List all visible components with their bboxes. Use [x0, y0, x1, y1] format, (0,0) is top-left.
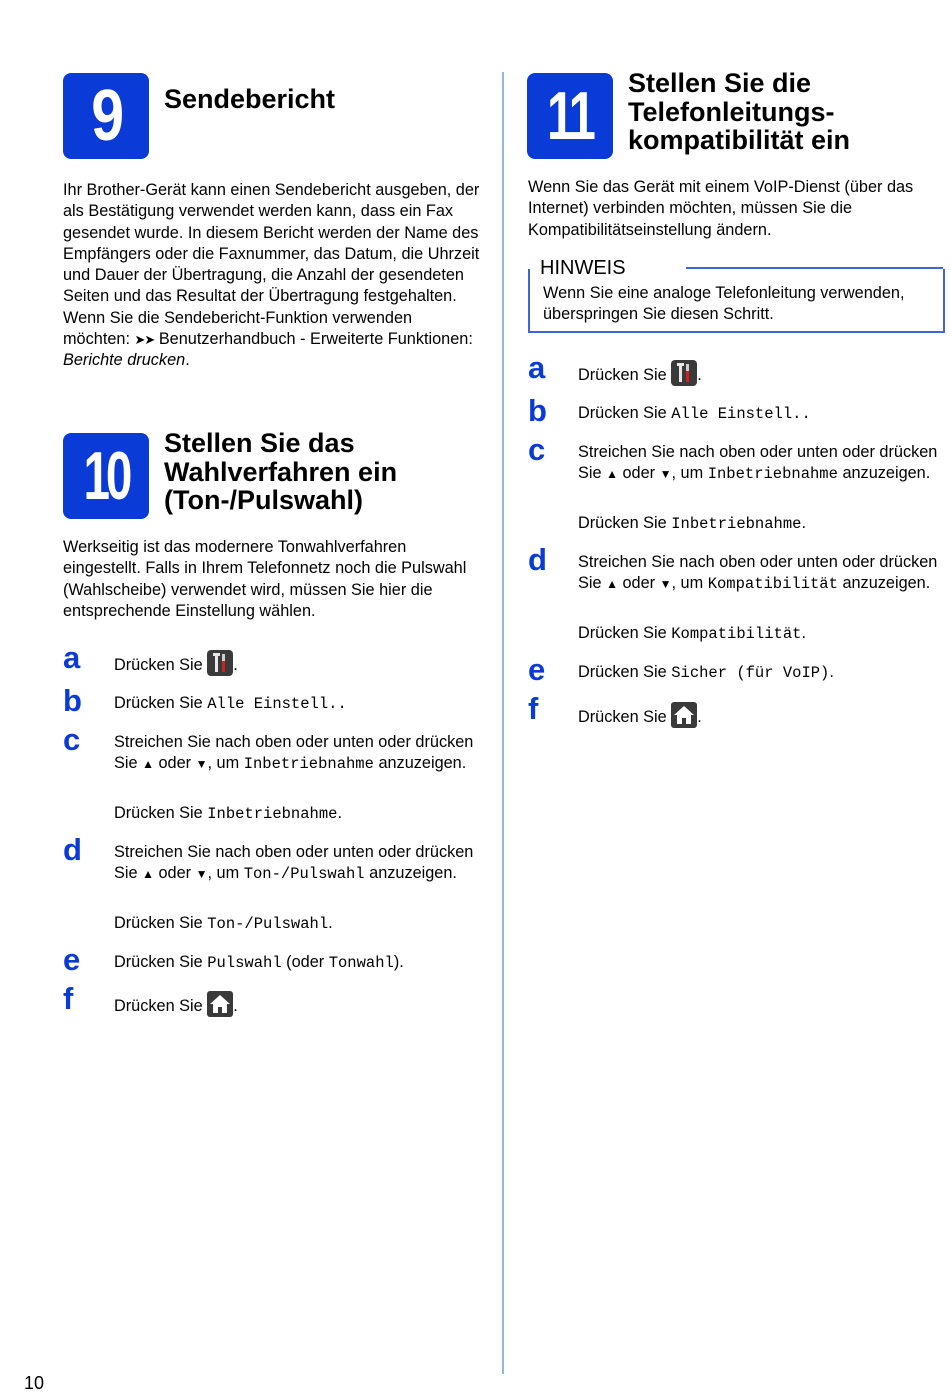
step-11-d-letter: d — [528, 542, 547, 577]
step-11-e-text — [578, 662, 943, 684]
step-10-f-label: Drücken Sie — [114, 997, 208, 1015]
down-arrow-icon: ▼ — [195, 867, 208, 882]
step-11-b-letter: b — [528, 393, 547, 428]
step-11-c-text — [578, 442, 943, 486]
step-11-b-label: Drücken Sie — [578, 404, 672, 422]
step-10-b-text — [114, 693, 484, 715]
step-10-c-press-end: . — [337, 804, 342, 822]
down-arrow-icon: ▼ — [195, 757, 208, 772]
step-10-f-text — [114, 991, 484, 1017]
step-10-c-t1: Streichen Sie nach oben oder unten oder drücken Sie — [114, 733, 474, 773]
step-10-d-press-code: Ton-/Pulswahl — [207, 915, 329, 933]
note-top-line — [686, 267, 943, 269]
step-11-c-t4: anzuzeigen. — [837, 464, 931, 483]
step-10-d-t2: oder — [153, 864, 196, 883]
step-11-d-t2: oder — [617, 574, 660, 593]
step-10-title-line-2: Wahlverfahren ein — [164, 456, 398, 487]
step-11-b-code: Alle Einstell.. — [671, 405, 811, 423]
step-10-e-mid: (oder — [281, 953, 329, 971]
step-10-number: 10 — [83, 438, 129, 514]
step-10-a-label: Drücken Sie — [114, 656, 208, 674]
step-11-intro: Wenn Sie das Gerät mit einem VoIP-Dienst (über das Internet) verbinden möchten, müssen Sie die Kompatibilitätseinstellung ändern. — [528, 178, 914, 239]
step-10-e-code2: Tonwahl — [328, 954, 394, 972]
step-11-e-letter: e — [528, 652, 546, 687]
step-11-b-text — [578, 403, 943, 425]
up-arrow-icon: ▲ — [142, 757, 154, 772]
step-11-c-t2: oder — [617, 464, 660, 483]
step-11-e-end: . — [829, 663, 834, 681]
step-11-c-letter: c — [528, 432, 546, 467]
double-arrow-icon: ➤➤ — [134, 332, 155, 348]
settings-tools-icon — [207, 650, 233, 676]
column-divider — [502, 72, 504, 1374]
step-11-d-t3: , um — [671, 574, 708, 593]
step-10-c-press-label: Drücken Sie — [114, 804, 208, 822]
step-9-body-ref: Benutzerhandbuch - Erweiterte Funktionen: — [154, 330, 473, 349]
step-11-f-label: Drücken Sie — [578, 708, 672, 726]
step-10-title-line-3: (Ton-/Pulswahl) — [164, 485, 363, 515]
step-10-badge — [63, 433, 149, 519]
step-11-badge — [527, 73, 613, 159]
step-11-d-press — [578, 623, 943, 645]
step-9-body — [63, 180, 483, 372]
step-10-f-end: . — [233, 997, 238, 1015]
down-arrow-icon: ▼ — [659, 577, 672, 592]
page-number: 10 — [24, 1373, 45, 1393]
step-10-a-end: . — [233, 656, 238, 674]
step-10-intro: Werkseitig ist das modernere Tonwahlverfahren eingestellt. Falls in Ihrem Telefonnetz noch die Pulswahl (Wahlscheibe) verwendet wird, müssen Sie hier die entsprechende Einstellung wählen. — [63, 538, 467, 620]
step-10-c-press-code: Inbetriebnahme — [207, 805, 338, 823]
step-10-c-t3: , um — [207, 754, 244, 773]
step-10-a-letter: a — [63, 640, 81, 675]
settings-tools-icon — [671, 360, 697, 386]
step-10-d-press-label: Drücken Sie — [114, 914, 208, 932]
step-10-e-end: ). — [393, 953, 404, 971]
step-11-d-press-code: Kompatibilität — [671, 625, 802, 643]
step-11-e-label: Drücken Sie — [578, 663, 672, 681]
step-10-c-letter: c — [63, 722, 81, 757]
step-11-a-letter: a — [528, 350, 546, 385]
step-10-d-code: Ton-/Pulswahl — [243, 865, 365, 884]
step-10-c-t2: oder — [153, 754, 196, 773]
step-10-b-code: Alle Einstell.. — [207, 695, 347, 713]
step-10-d-press — [114, 913, 484, 935]
step-11-c-press-code: Inbetriebnahme — [671, 515, 802, 533]
step-11-a-text — [578, 360, 943, 386]
down-arrow-icon: ▼ — [659, 467, 672, 482]
step-10-title-line-1: Stellen Sie das — [164, 428, 355, 458]
step-11-f-text — [578, 702, 943, 728]
up-arrow-icon: ▲ — [142, 867, 154, 882]
step-10-c-press — [114, 803, 484, 825]
step-11-d-t1: Streichen Sie nach oben oder unten oder drücken Sie — [578, 553, 938, 593]
step-11-a-end: . — [697, 366, 702, 384]
step-11-f-end: . — [697, 708, 702, 726]
step-11-title-line-3: kompatibilität ein — [628, 125, 851, 155]
step-10-e-letter: e — [63, 942, 81, 977]
step-10-d-t4: anzuzeigen. — [364, 864, 457, 883]
step-11-f-letter: f — [528, 691, 539, 726]
step-10-d-letter: d — [63, 832, 82, 867]
step-11-e-code: Sicher (für VoIP) — [671, 664, 830, 682]
step-11-d-press-end: . — [801, 624, 806, 642]
step-11-d-text — [578, 552, 943, 596]
step-10-e-label: Drücken Sie — [114, 953, 208, 971]
step-11-c-press — [578, 513, 943, 535]
step-9-body-text: Ihr Brother-Gerät kann einen Sendebericht ausgeben, der als Bestätigung verwendet werden kann, dass ein Fax gesendet wurde. In diesem Bericht werden der Name des Empfängers oder die Faxnummer, das Datum, die Uhrzeit und Dauer der Übertragung, die Anzahl der gesendeten Seiten und das Resultat der Übertragung festgehalten. Wenn Sie die Sendebericht-Funktion verwenden möchten: — [63, 181, 480, 349]
step-10-title — [164, 429, 397, 515]
up-arrow-icon: ▲ — [606, 467, 618, 482]
step-11-c-code: Inbetriebnahme — [707, 465, 838, 484]
up-arrow-icon: ▲ — [606, 577, 618, 592]
step-11-d-code: Kompatibilität — [707, 575, 838, 594]
step-10-c-t4: anzuzeigen. — [373, 754, 467, 773]
step-10-d-t1: Streichen Sie nach oben oder unten oder drücken Sie — [114, 843, 474, 883]
step-10-e-code: Pulswahl — [207, 954, 282, 972]
step-11-title-line-2: Telefonleitungs- — [628, 96, 835, 127]
step-11-c-t1: Streichen Sie nach oben oder unten oder drücken Sie — [578, 443, 938, 483]
home-icon — [207, 991, 233, 1017]
step-10-c-code: Inbetriebnahme — [243, 755, 374, 774]
note-text: Wenn Sie eine analoge Telefonleitung verwenden, überspringen Sie diesen Schritt. — [543, 284, 905, 324]
step-11-c-t3: , um — [671, 464, 708, 483]
step-10-d-text — [114, 842, 484, 886]
step-10-a-text — [114, 650, 484, 676]
step-11-number: 11 — [546, 78, 593, 154]
step-9-number: 9 — [91, 76, 121, 156]
step-10-b-letter: b — [63, 683, 82, 718]
step-11-c-press-end: . — [801, 514, 806, 532]
step-11-title — [628, 69, 850, 155]
step-11-title-line-1: Stellen Sie die — [628, 68, 812, 98]
home-icon — [671, 702, 697, 728]
step-9-title: Sendebericht — [164, 84, 336, 114]
step-11-d-t4: anzuzeigen. — [837, 574, 931, 593]
step-11-a-label: Drücken Sie — [578, 366, 672, 384]
step-9-body-end: . — [185, 351, 190, 370]
step-10-c-text — [114, 732, 484, 776]
step-10-d-t3: , um — [207, 864, 244, 883]
step-11-c-press-label: Drücken Sie — [578, 514, 672, 532]
step-10-f-letter: f — [63, 981, 74, 1016]
step-9-badge — [63, 73, 149, 159]
step-10-d-press-end: . — [328, 914, 333, 932]
step-11-d-press-label: Drücken Sie — [578, 624, 672, 642]
step-10-b-label: Drücken Sie — [114, 694, 208, 712]
step-10-e-text — [114, 952, 484, 974]
note-title: HINWEIS — [540, 257, 626, 279]
step-9-body-italic: Berichte drucken — [63, 351, 186, 370]
